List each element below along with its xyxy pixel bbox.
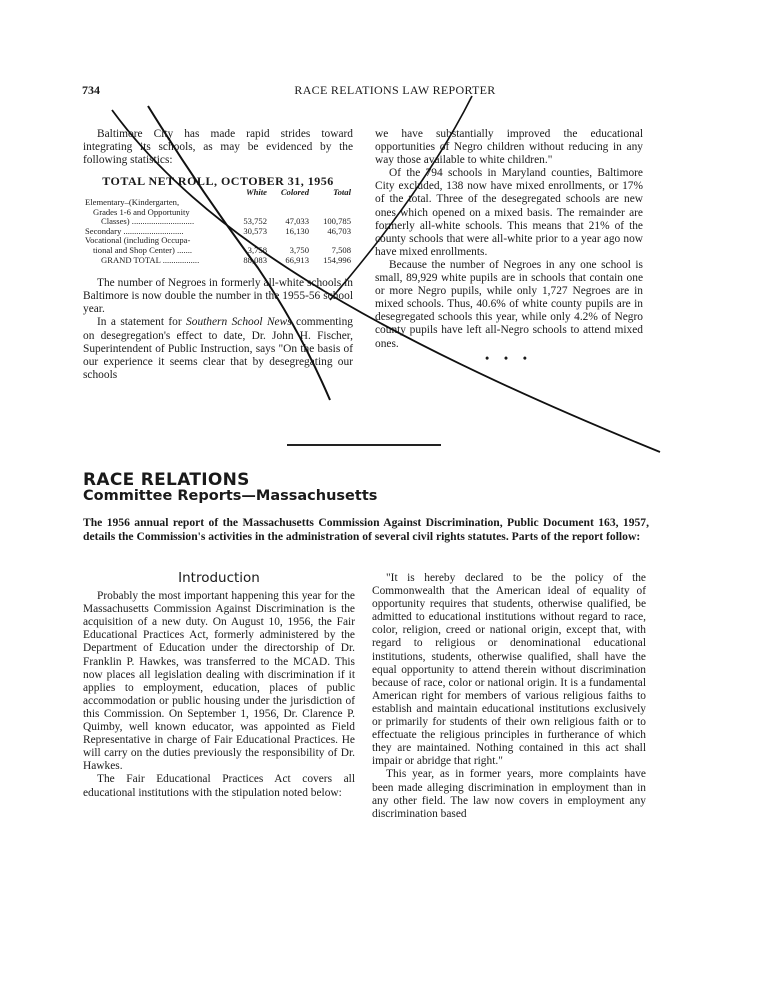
row-label: tional and Shop Center) ....... <box>93 244 193 255</box>
introduction-heading: Introduction <box>178 570 260 586</box>
row-label: GRAND TOTAL ................. <box>101 254 200 265</box>
publication-title: Southern School News <box>186 316 292 329</box>
cell-white: 30,573 <box>243 225 267 236</box>
cell-total: 100,785 <box>323 216 351 227</box>
section-subtitle: Committee Reports—Massachusetts <box>83 488 378 504</box>
top-left-column <box>83 128 353 382</box>
baltimore-intro-paragraph: Baltimore City has made rapid strides toward integrating its schools, as may be evidenced by the following statistics: <box>83 128 353 167</box>
employment-complaints-paragraph: This year, as in former years, more complaints have been made alleging discrimination in employment than in any other field. The law now covers in employment any discrimination based <box>372 768 646 820</box>
bottom-right-column <box>372 572 646 821</box>
maryland-counties-paragraph: Of the 794 schools in Maryland counties, Baltimore City excluded, 138 now have mixed enrollments, or 17% of the total. Three of the desegregated schools are new ones which opened on a mixed basis. The remainder are formerly all-white schools. This means that 21% of the county schools that were all-white prior to a year ago now have mixed enrollments. <box>375 167 643 258</box>
cell-colored: 66,913 <box>285 254 309 265</box>
page-number: 734 <box>82 83 100 97</box>
cell-white: 3,758 <box>247 244 267 255</box>
running-head: RACE RELATIONS LAW REPORTER <box>294 83 496 97</box>
cell-white: 88,083 <box>243 254 267 265</box>
row-label: Classes) ............................. <box>101 216 195 227</box>
cell-total: 46,703 <box>327 225 351 236</box>
section-abstract: The 1956 annual report of the Massachusetts Commission Against Discrimination, Public Document 163, 1957, details the Commission's activities in the administration of several civil rights statutes. Parts of the report follow: <box>83 516 649 543</box>
col-header-total: Total <box>333 187 351 198</box>
section-end-bullets: • • • <box>485 352 533 365</box>
fischer-quote-continued: we have substantially improved the educational opportunities of Negro children without reducing in any way those available to white children." <box>375 128 643 167</box>
stats-table-title: TOTAL NET ROLL, OCTOBER 31, 1956 <box>102 174 334 189</box>
table-row <box>83 256 353 266</box>
section-title: RACE RELATIONS <box>83 470 250 490</box>
negro-enrollment-paragraph: The number of Negroes in formerly all-white schools in Baltimore is now double the number in the 1955-56 school year. <box>83 277 353 316</box>
col-header-colored: Colored <box>280 187 309 198</box>
cell-total: 7,508 <box>331 244 351 255</box>
row-label: Vocational (including Occupa- <box>85 235 191 246</box>
section-divider <box>287 444 441 446</box>
row-label: Secondary ............................ <box>85 225 184 236</box>
fep-act-paragraph: The Fair Educational Practices Act covers all educational institutions with the stipulation noted below: <box>83 773 355 799</box>
cell-total: 154,996 <box>323 254 351 265</box>
policy-quote-paragraph: "It is hereby declared to be the policy of the Commonwealth that the American ideal of equality of opportunity requires that students, otherwise qualified, be admitted to educational institutions without regard to race, color, religion, creed or national origin, except that, with regard to religious or denominational educational institutions, students, otherwise qualified, shall have the equal opportunity to attend therein without discrimination because of race, color or national origin. It is a fundamental American right for members of various religious faiths to establish and maintain educational institutions exclusively or primarily for students of their own religious faith or to effectuate the religious principles in furtherance of which they are maintained. Nothing contained in this act shall impair or abridge that right." <box>372 572 646 768</box>
row-label: Elementary–(Kindergarten, <box>85 196 180 207</box>
cell-colored: 47,033 <box>285 216 309 227</box>
introduction-paragraph: Probably the most important happening this year for the Massachusetts Commission Against Discrimination is the acquisition of a new duty. On August 10, 1956, the Fair Educational Practices Act, formerly administered by the Department of Education under the directorship of Dr. Franklin P. Hawkes, was transferred to the MCAD. This now places all legislation dealing with discrimination if it applies to employment, education, places of public accommodation or public housing under the jurisdiction of this Commission. On September 1, 1956, Dr. Clarence P. Quimby, well known educator, was appointed as Field Representative in charge of Fair Educational Practices. He will carry on the duties previously the responsibility of Dr. Hawkes. <box>83 590 355 773</box>
bottom-left-column <box>83 572 355 800</box>
top-right-column <box>375 128 643 366</box>
stats-table <box>83 188 353 265</box>
cell-white: 53,752 <box>243 216 267 227</box>
cell-colored: 3,750 <box>289 244 309 255</box>
col-header-white: White <box>245 187 267 198</box>
row-label: Grades 1-6 and Opportunity <box>93 206 190 217</box>
page-header <box>0 83 763 101</box>
cell-colored: 16,130 <box>285 225 309 236</box>
fischer-statement-paragraph: In a statement for Southern School News commenting on desegregation's effect to date, Dr. John H. Fischer, Superintendent of Public Instruction, says "On the basis of our experience it seems clear that by desegregating our schools <box>83 316 353 381</box>
mixed-schools-paragraph: Because the number of Negroes in any one school is small, 89,929 white pupils are in schools that contain one or more Negro pupils, while only 1,727 Negroes are in mixed schools. Thus, 40.6% of white county pupils are in desegregated schools this year, while only 4.2% of Negro county pupils have left all-Negro schools to attend mixed ones. <box>375 258 643 350</box>
